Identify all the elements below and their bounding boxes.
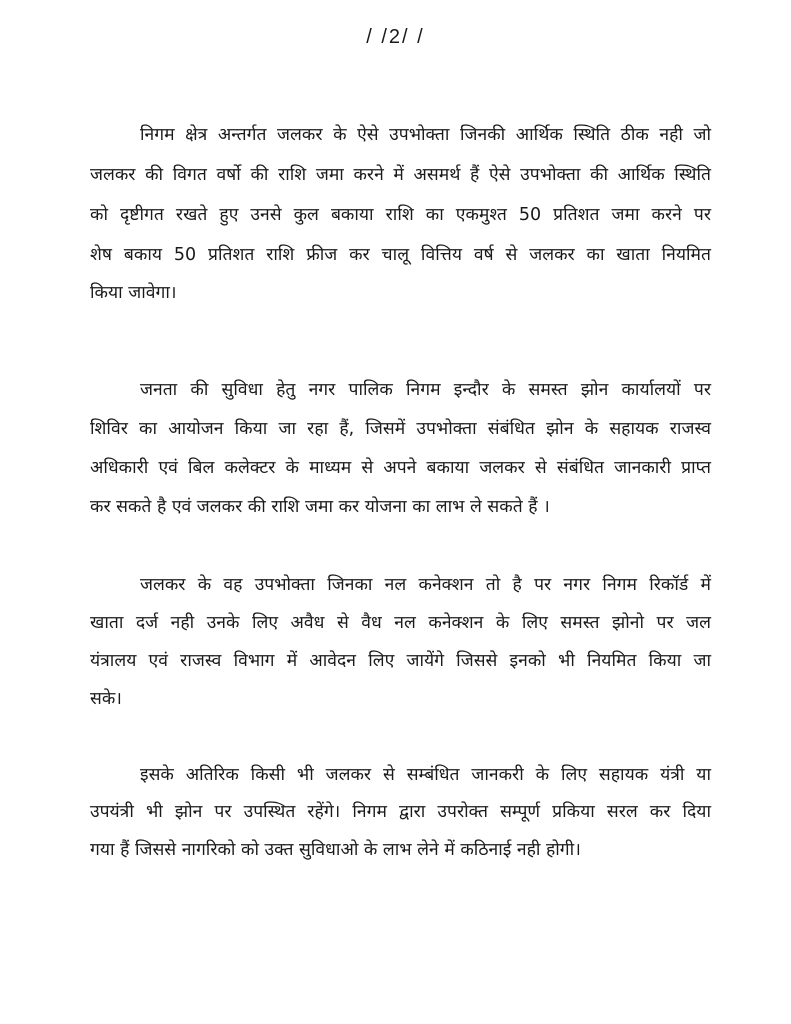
paragraph-line: इसके अतिरिक किसी भी जलकर से सम्बंधित जानकरी के लिए सहायक यंत्री या: [140, 765, 711, 785]
paragraph-line: शेष बकाय 50 प्रतिशत राशि फ्रीज कर चालू वित्तिय वर्ष से जलकर का खाता नियमित: [90, 245, 711, 265]
paragraph-line: उपयंत्री भी झोन पर उपस्थित रहेंगे। निगम द्वारा उपरोक्त सम्पूर्ण प्रकिया सरल कर दिया: [90, 802, 711, 822]
paragraph-line: निगम क्षेत्र अन्तर्गत जलकर के ऐसे उपभोक्ता जिनकी आर्थिक स्थिति ठीक नही जो: [140, 125, 711, 145]
paragraph-line: अधिकारी एवं बिल कलेक्टर के माध्यम से अपने बकाया जलकर से संबंधित जानकारी प्राप्त: [90, 458, 711, 478]
paragraph-line: जलकर की विगत वर्षो की राशि जमा करने में असमर्थ हैं ऐसे उपभोक्ता की आर्थिक स्थिति: [90, 165, 711, 185]
paragraph-line: किया जावेगा।: [90, 283, 177, 303]
paragraph-line: सके।: [90, 689, 122, 709]
paragraph-line: जलकर के वह उपभोक्ता जिनका नल कनेक्शन तो है पर नगर निगम रिकॉर्ड में: [140, 575, 711, 595]
paragraph-line: यंत्रालय एवं राजस्व विभाग में आवेदन लिए जायेंगे जिससे इनको भी नियमित किया जा: [90, 651, 711, 671]
paragraph-line: जनता की सुविधा हेतु नगर पालिक निगम इन्दौर के समस्त झोन कार्यालयों पर: [140, 380, 711, 400]
paragraph-line: खाता दर्ज नही उनके लिए अवैध से वैध नल कनेक्शन के लिए समस्त झोनो पर जल: [90, 613, 711, 633]
page-number: / /2/ /: [366, 26, 425, 48]
paragraph-line: कर सकते है एवं जलकर की राशि जमा कर योजना का लाभ ले सकते हैं ।: [90, 497, 550, 517]
paragraph-line: गया हैं जिससे नागरिको को उक्त सुविधाओ के लाभ लेने में कठिनाई नही होगी।: [90, 840, 581, 860]
paragraph-line: शिविर का आयोजन किया जा रहा हैं, जिसमें उपभोक्ता संबंधित झोन के सहायक राजस्व: [90, 419, 711, 439]
paragraph-line: को दृष्टीगत रखते हुए उनसे कुल बकाया राशि का एकमुश्त 50 प्रतिशत जमा करने पर: [90, 205, 711, 225]
